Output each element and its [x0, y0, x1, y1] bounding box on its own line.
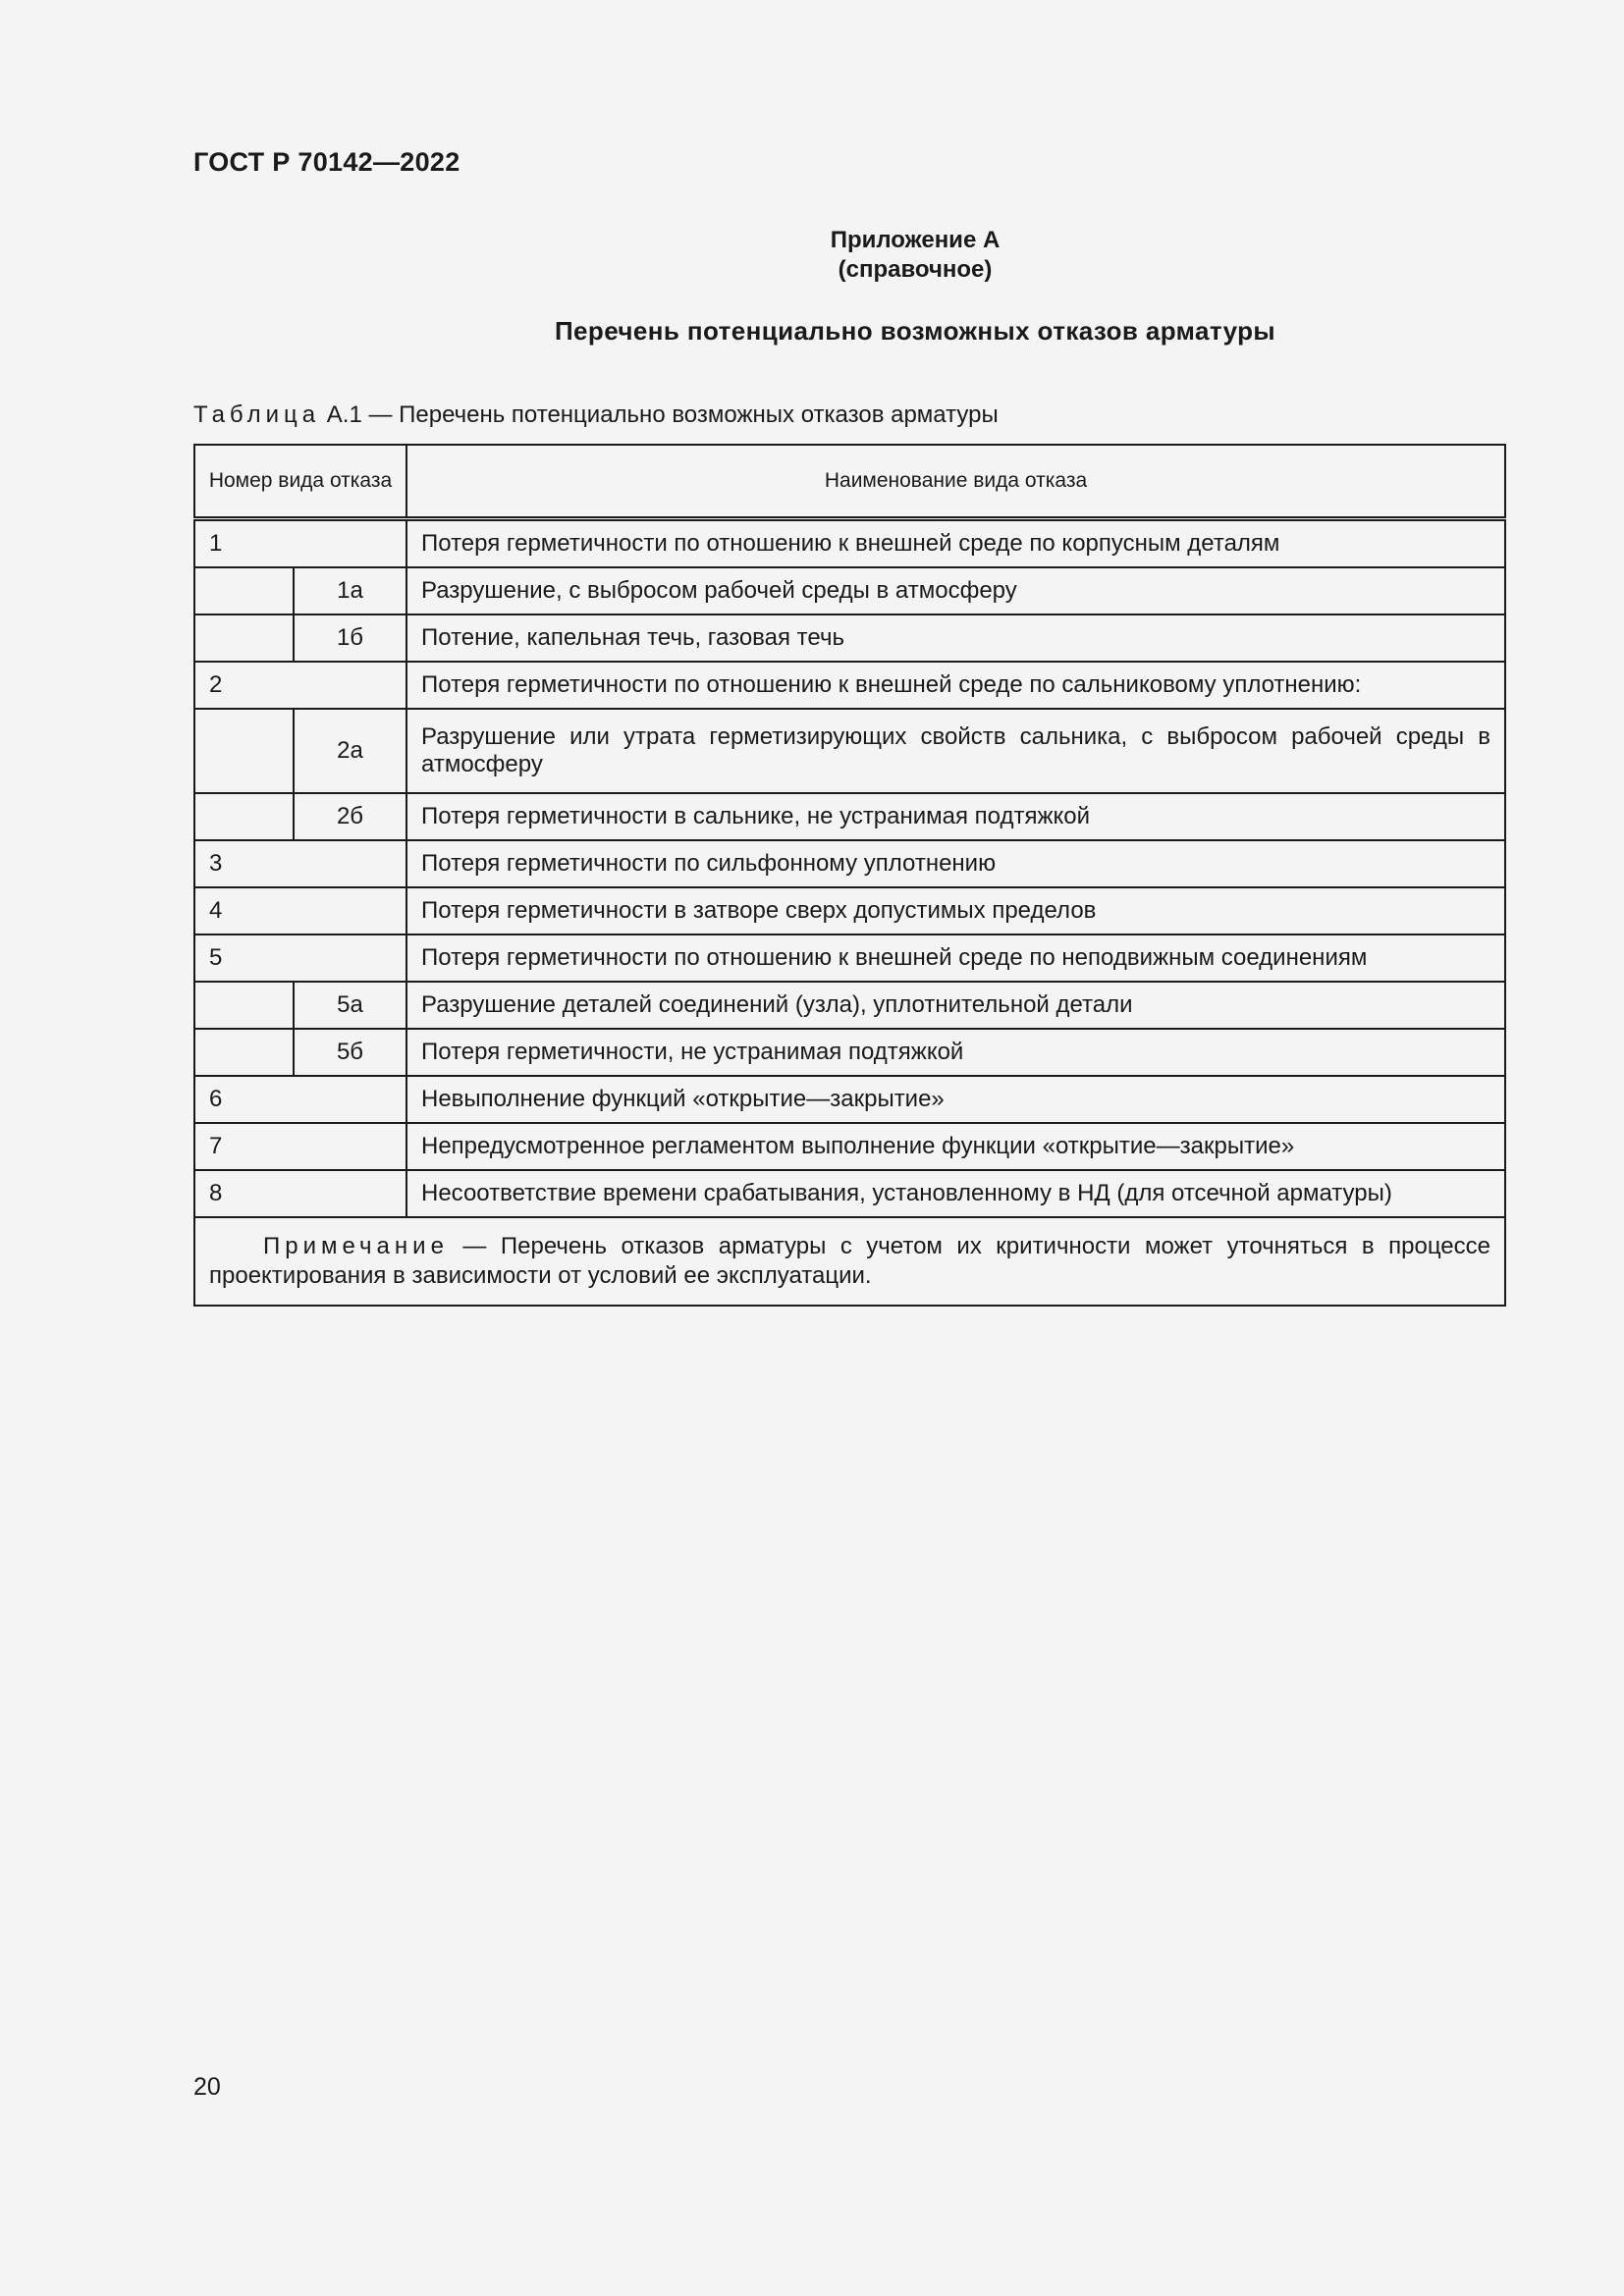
failure-description: Разрушение, с выбросом рабочей среды в атмосферу [406, 567, 1505, 614]
header-number: Номер вида отказа [194, 445, 406, 519]
empty-cell [194, 793, 294, 840]
section-title [0, 316, 1624, 347]
failure-description: Разрушение или утрата герметизирующих свойств сальника, с выбросом рабочей среды в атмосферу [406, 709, 1505, 793]
failure-description: Потеря герметичности по отношению к внешней среде по неподвижным соединениям [406, 934, 1505, 982]
table-row [194, 840, 1505, 887]
failure-number: 6 [194, 1076, 406, 1123]
failure-description: Потеря герметичности в сальнике, не устранимая подтяжкой [406, 793, 1505, 840]
empty-cell [194, 1029, 294, 1076]
failure-number: 2 [194, 662, 406, 709]
table-row [194, 662, 1505, 709]
table-caption-text: А.1 — Перечень потенциально возможных отказов арматуры [320, 401, 999, 428]
table-caption [193, 401, 999, 429]
failure-description: Потеря герметичности по сильфонному уплотнению [406, 840, 1505, 887]
failure-description: Потеря герметичности по отношению к внешней среде по корпусным деталям [406, 519, 1505, 568]
failure-description: Разрушение деталей соединений (узла), уплотнительной детали [406, 982, 1505, 1029]
failure-description: Потение, капельная течь, газовая течь [406, 614, 1505, 662]
table-row [194, 793, 1505, 840]
table-row [194, 887, 1505, 934]
table-caption-prefix: Таблица [193, 401, 321, 428]
table-row [194, 709, 1505, 793]
failure-types-table [193, 444, 1506, 1307]
empty-cell [194, 567, 294, 614]
table-note [194, 1217, 1505, 1306]
failure-description: Потеря герметичности в затворе сверх допустимых пределов [406, 887, 1505, 934]
table-row [194, 1170, 1505, 1217]
table-row [194, 614, 1505, 662]
failure-subnumber: 1б [294, 614, 406, 662]
failure-description: Невыполнение функций «открытие—закрытие» [406, 1076, 1505, 1123]
table-row [194, 1123, 1505, 1170]
table-row [194, 982, 1505, 1029]
appendix-title: Приложение А [830, 227, 1001, 253]
failure-number: 5 [194, 934, 406, 982]
failure-number: 1 [194, 519, 406, 568]
failure-subnumber: 5а [294, 982, 406, 1029]
document-code: ГОСТ Р 70142—2022 [193, 147, 460, 177]
page-number: 20 [193, 2073, 221, 2101]
appendix-subtitle: (справочное) [838, 256, 993, 283]
empty-cell [194, 709, 294, 793]
table-row [194, 934, 1505, 982]
failure-number: 3 [194, 840, 406, 887]
empty-cell [194, 614, 294, 662]
empty-cell [194, 982, 294, 1029]
table-note-row [194, 1217, 1505, 1306]
table-row [194, 1076, 1505, 1123]
failure-subnumber: 2а [294, 709, 406, 793]
section-title-text: Перечень потенциально возможных отказов арматуры [554, 316, 1276, 346]
failure-subnumber: 5б [294, 1029, 406, 1076]
failure-number: 7 [194, 1123, 406, 1170]
note-prefix: Примечание [263, 1233, 449, 1259]
failure-subnumber: 1а [294, 567, 406, 614]
appendix-heading [0, 226, 1624, 285]
failure-description: Потеря герметичности по отношению к внешней среде по сальниковому уплотнению: [406, 662, 1505, 709]
failure-number: 8 [194, 1170, 406, 1217]
failure-description: Несоответствие времени срабатывания, установленному в НД (для отсечной арматуры) [406, 1170, 1505, 1217]
table-row [194, 1029, 1505, 1076]
failure-number: 4 [194, 887, 406, 934]
note-text: — Перечень отказов арматуры с учетом их критичности может уточняться в процессе проектирования в зависимости от условий ее эксплуатации. [209, 1233, 1490, 1289]
table-row [194, 519, 1505, 568]
failure-description: Потеря герметичности, не устранимая подтяжкой [406, 1029, 1505, 1076]
table-row [194, 567, 1505, 614]
failure-description: Непредусмотренное регламентом выполнение функции «открытие—закрытие» [406, 1123, 1505, 1170]
failure-subnumber: 2б [294, 793, 406, 840]
header-name: Наименование вида отказа [406, 445, 1505, 519]
table-header-row [194, 445, 1505, 519]
